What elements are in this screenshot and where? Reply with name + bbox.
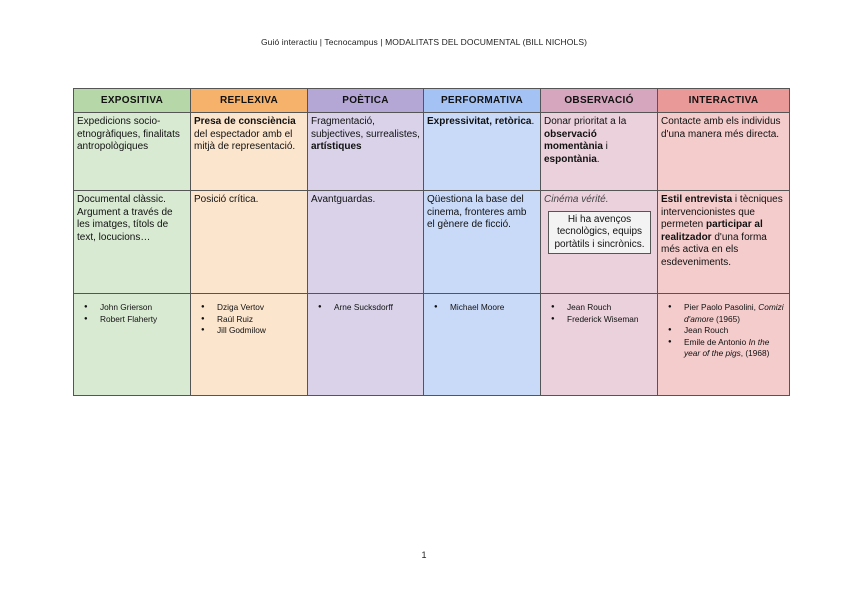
cell-text: Contacte amb els individus d'una manera més directa. [661,116,781,140]
cell-observacio-authors [541,294,658,396]
cell-bold-text: Presa de consciència [194,116,296,127]
author-list [311,302,420,314]
cell-observacio-description [541,113,658,191]
list-item: ● John Grierson [100,302,187,314]
film-year: , (1968) [740,348,770,359]
column-header-performativa: PERFORMATIVA [424,89,541,113]
page-header: Guió interactiu | Tecnocampus | MODALITATS DEL DOCUMENTAL (BILL NICHOLS) [260,37,588,47]
cell-text: Qüestiona la base del cinema, fronteres amb el gènere de ficció. [427,194,527,230]
author-list [427,302,537,314]
cell-text: i [602,141,608,152]
cell-poetica-authors [308,294,424,396]
cell-performativa-description [424,113,541,191]
cell-poetica-description [308,113,424,191]
cell-text: del espectador amb el mitjà de representació. [194,128,296,152]
cell-interactiva-characteristics [658,191,790,294]
list-item: ● Robert Flaherty [100,314,187,326]
cell-interactiva-authors [658,294,790,396]
cell-bold-text: espontània [544,153,597,165]
list-item: ● Jean Rouch [684,325,786,337]
cell-bold-text: artístiques [311,141,362,152]
cell-reflexiva-characteristics [191,191,308,294]
header-row [74,89,790,113]
list-item: ● Arne Sucksdorff [334,302,420,314]
column-header-expositiva: EXPOSITIVA [74,89,191,113]
list-item [684,302,786,325]
cell-interactiva-description [658,113,790,191]
cell-bold-text: observació momentània [544,128,603,152]
cell-reflexiva-description [191,113,308,191]
table-row-authors [74,294,790,396]
cell-performativa-characteristics [424,191,541,294]
cell-text: . [531,116,535,127]
cell-reflexiva-authors [191,294,308,396]
column-header-reflexiva: REFLEXIVA [191,89,308,113]
note-box: Hi ha avenços tecnològics, equips portàtils i sincrònics. [548,211,651,255]
table-row-characteristics [74,191,790,294]
cell-expositiva-description [74,113,191,191]
author-list [194,302,304,337]
cell-text: Avantguardas. [311,194,376,205]
list-item: ● Jill Godmilow [217,325,304,337]
cell-text: d'una forma més activa en els esdeveniments. [661,231,767,268]
cell-text: . [596,153,600,165]
author-list [77,302,187,325]
cell-bold-text: Expressivitat, retòrica [427,116,532,127]
cell-text: i tècniques intervencionistes que permeten [661,194,783,230]
film-year: (1965) [713,313,741,324]
cell-text: Expedicions socio-etnogràfiques, finalitats antropològiques [77,116,180,152]
film-title: Comizi d'amore [684,302,784,324]
page-number: 1 [421,550,427,560]
column-header-poetica: POÈTICA [308,89,424,113]
documentary-modes-table [73,88,790,396]
cinema-verite-label: Cinéma vérité. [544,194,609,205]
author-list [544,302,654,325]
column-header-observacio: OBSERVACIÓ [541,89,658,113]
list-item [684,337,786,360]
cell-performativa-authors [424,294,541,396]
cell-text: Donar prioritat a la [544,116,627,127]
cell-bold-text: participar al realitzador [661,219,763,243]
cell-expositiva-characteristics [74,191,191,294]
list-item: ● Jean Rouch [567,302,654,314]
film-title: In the year of the pigs [684,336,770,359]
list-item: ● Michael Moore [450,302,537,314]
list-item: ● Dziga Vertov [217,302,304,314]
list-item: ● Raúl Ruiz [217,314,304,326]
cell-text: Fragmentació, subjectives, surrealistes, [311,116,420,140]
cell-observacio-characteristics [541,191,658,294]
cell-expositiva-authors [74,294,191,396]
table-row-description [74,113,790,191]
column-header-interactiva: INTERACTIVA [658,89,790,113]
list-item: ● Frederick Wiseman [567,314,654,326]
cell-poetica-characteristics [308,191,424,294]
cell-bold-text: Estil entrevista [661,194,733,205]
cell-text: Posició crítica. [194,194,259,205]
author-name: Emile de Antonio [684,336,749,347]
author-name: Pier Paolo Pasolini, [684,302,759,312]
cell-text: Documental clàssic. Argument a través de les imatges, títols de text, locucions… [77,194,173,243]
author-list [661,302,786,360]
